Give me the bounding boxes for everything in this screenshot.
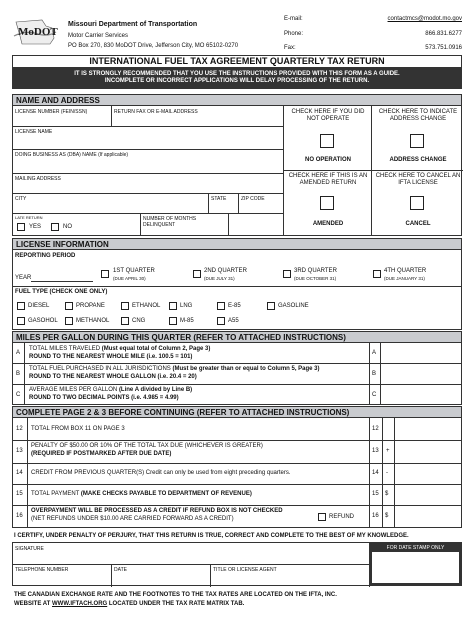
totals-table <box>12 418 462 528</box>
q3-due: (DUE OCTOBER 31) <box>294 276 337 281</box>
months-delinquent-field[interactable]: NUMBER OF MONTHS DELINQUENT <box>143 216 197 228</box>
line-12-number-right: 12 <box>372 426 379 432</box>
fax-number: 573.751.0916 <box>425 45 462 51</box>
line-15-text: TOTAL PAYMENT (MAKE CHECKS PAYABLE TO DEPARTMENT OF REVENUE) <box>31 491 252 497</box>
line-13-required: (REQUIRED IF POSTMARKED AFTER DUE DATE) <box>31 451 172 457</box>
address-change-text: CHECK HERE TO INDICATE ADDRESS CHANGE <box>378 109 458 122</box>
line-13-text: PENALTY OF $50.00 OR 10% OF THE TOTAL TAX DUE (WHICHEVER IS GREATER) <box>31 443 263 449</box>
fuel-a55-label: A55 <box>228 318 239 324</box>
line-13-number-right: 13 <box>372 448 379 454</box>
section-mpg: MILES PER GALLON DURING THIS QUARTER (REFER TO ATTACHED INSTRUCTIONS) <box>12 331 462 343</box>
line-16-input[interactable] <box>396 506 460 527</box>
q3-label: 3RD QUARTER <box>294 268 337 274</box>
cancel-text: CHECK HERE TO CANCEL AN IFTA LICENSE <box>375 173 461 186</box>
fuel-e85-label: E-85 <box>228 303 241 309</box>
fuel-propane-label: PROPANE <box>76 303 105 309</box>
line-14-input[interactable] <box>396 464 460 484</box>
fuel-cng-checkbox[interactable] <box>121 317 129 325</box>
q1-label: 1ST QUARTER <box>113 268 155 274</box>
q1-checkbox[interactable] <box>101 270 109 278</box>
section-complete: COMPLETE PAGE 2 & 3 BEFORE CONTINUING (REFER TO ATTACHED INSTRUCTIONS) <box>12 406 462 418</box>
line-c-text: AVERAGE MILES PER GALLON (Line A divided by Line B) <box>29 387 193 393</box>
modot-logo <box>12 16 58 48</box>
date-field[interactable]: DATE <box>114 567 127 573</box>
fuel-lng-label: LNG <box>180 303 193 309</box>
state-field[interactable]: STATE <box>211 196 227 202</box>
line-c-input[interactable] <box>382 386 460 404</box>
line-12-number: 12 <box>16 426 23 432</box>
iftach-link[interactable]: WWW.IFTACH.ORG <box>52 601 108 607</box>
form-title-box <box>12 55 462 67</box>
amended-label: AMENDED <box>312 221 344 227</box>
line-16-number: 16 <box>16 513 23 519</box>
name-address-grid <box>12 106 462 236</box>
reporting-period-label: REPORTING PERIOD <box>15 253 76 259</box>
mailing-address-field[interactable]: MAILING ADDRESS <box>15 176 61 182</box>
line-15-number: 15 <box>16 491 23 497</box>
agency-address: PO Box 270, 830 MoDOT Drive, Jefferson City, MO 65102-0270 <box>68 43 239 49</box>
q2-label: 2ND QUARTER <box>204 268 247 274</box>
license-name-field[interactable]: LICENSE NAME <box>15 129 53 135</box>
email-label: E-mail: <box>284 16 303 22</box>
line-b-input[interactable] <box>382 365 460 383</box>
fuel-type-label: FUEL TYPE (CHECK ONE ONLY) <box>15 289 108 295</box>
no-operation-label: NO OPERATION <box>305 157 351 163</box>
line-12-text: TOTAL FROM BOX 11 ON PAGE 3 <box>31 426 125 432</box>
line-14-number-right: 14 <box>372 470 379 476</box>
q2-due: (DUE JULY 31) <box>204 276 235 281</box>
line-16-note: (NET REFUNDS UNDER $10.00 ARE CARRIED FORWARD AS A CREDIT) <box>31 516 234 522</box>
late-yes-checkbox[interactable] <box>17 223 25 231</box>
certification-statement: I CERTIFY, UNDER PENALTY OF PERJURY, THAT THIS RETURN IS TRUE, CORRECT AND COMPLETE TO THE BEST OF MY KNOWLEDGE. <box>14 533 409 539</box>
line-15-number-right: 15 <box>372 491 379 497</box>
line-a-letter: A <box>16 350 21 356</box>
line-b-rounding: ROUND TO THE NEAREST WHOLE GALLON (i.e. 20.4 = 20) <box>29 374 197 380</box>
line-15-dollar: $ <box>385 491 389 497</box>
fuel-methanol-checkbox[interactable] <box>65 317 73 325</box>
footer-line-2: WEBSITE AT WWW.IFTACH.ORG LOCATED UNDER THE TAX RATE MATRIX TAB. <box>14 601 245 607</box>
section-name-address: NAME AND ADDRESS <box>12 94 462 106</box>
section-license-info: LICENSE INFORMATION <box>12 238 462 250</box>
mpg-table <box>12 343 462 405</box>
no-operation-checkbox[interactable] <box>320 134 334 148</box>
late-return-label: LATE RETURN <box>15 215 43 220</box>
line-15-input[interactable] <box>396 485 460 505</box>
cancel-checkbox[interactable] <box>410 196 424 210</box>
line-b-text: TOTAL FUEL PURCHASED IN ALL JURISDICTIONS (Must be greater than or equal to Column 5, Page 3) <box>29 366 320 372</box>
signature-field[interactable]: SIGNATURE <box>15 546 44 552</box>
return-fax-field[interactable]: RETURN FAX OR E-MAIL ADDRESS <box>114 109 198 115</box>
notice-banner <box>12 67 462 89</box>
line-16-text: OVERPAYMENT WILL BE PROCESSED AS A CREDIT IF REFUND BOX IS NOT CHECKED <box>31 508 283 514</box>
line-b-letter: B <box>16 371 21 377</box>
phone-label: Phone: <box>284 31 304 37</box>
fuel-m85-label: M-85 <box>180 318 194 324</box>
line-b-letter-right: B <box>372 371 377 377</box>
fuel-e85-checkbox[interactable] <box>217 302 225 310</box>
fuel-ethanol-label: ETHANOL <box>132 303 161 309</box>
line-a-letter-right: A <box>372 350 377 356</box>
division-name: Motor Carrier Services <box>68 33 129 39</box>
agency-name: Missouri Department of Transportation <box>68 21 198 28</box>
line-13-input[interactable] <box>396 441 460 462</box>
refund-label: REFUND <box>329 514 354 520</box>
line-a-rounding: ROUND TO THE NEAREST WHOLE MILE (i.e. 100.5 = 101) <box>29 354 193 360</box>
fax-label: Fax: <box>284 45 296 51</box>
line-16-dollar: $ <box>385 513 389 519</box>
fuel-methanol-label: METHANOL <box>76 318 110 324</box>
zip-field[interactable]: ZIP CODE <box>241 196 265 202</box>
q4-due: (DUE JANUARY 31) <box>384 276 425 281</box>
fuel-gasoline-checkbox[interactable] <box>267 302 275 310</box>
city-field[interactable]: CITY <box>15 196 27 202</box>
line-14-number: 14 <box>16 470 23 476</box>
year-label: YEAR <box>15 275 32 281</box>
date-stamp-label: FOR DATE STAMP ONLY <box>386 545 445 551</box>
telephone-field[interactable]: TELEPHONE NUMBER <box>15 567 69 573</box>
fuel-m85-checkbox[interactable] <box>169 317 177 325</box>
fuel-diesel-label: DIESEL <box>28 303 50 309</box>
phone-number: 866.831.6277 <box>425 31 462 37</box>
fuel-gasoline-label: GASOLINE <box>278 303 309 309</box>
email-link[interactable]: contactmcs@modot.mo.gov <box>387 16 462 22</box>
no-operate-text: CHECK HERE IF YOU DID NOT OPERATE <box>291 109 365 122</box>
line-13-number: 13 <box>16 448 23 454</box>
line-c-letter-right: C <box>372 392 377 398</box>
fuel-a55-checkbox[interactable] <box>217 317 225 325</box>
refund-checkbox[interactable] <box>318 513 326 521</box>
line-14-text: CREDIT FROM PREVIOUS QUARTER(S) Credit can only be used from eight preceding quarters. <box>31 470 291 476</box>
fuel-diesel-checkbox[interactable] <box>17 302 25 310</box>
fuel-ethanol-checkbox[interactable] <box>121 302 129 310</box>
fuel-gasohol-checkbox[interactable] <box>17 317 25 325</box>
line-16-number-right: 16 <box>372 513 379 519</box>
license-info-box <box>12 250 462 330</box>
footer-line-1: THE CANADIAN EXCHANGE RATE AND THE FOOTNOTES TO THE TAX RATES ARE LOCATED ON THE IFTA, INC. <box>14 592 337 598</box>
form-title: INTERNATIONAL FUEL TAX AGREEMENT QUARTERLY TAX RETURN <box>89 56 385 66</box>
q4-checkbox[interactable] <box>373 270 381 278</box>
license-number-field[interactable]: LICENSE NUMBER (FEIN/SSN) <box>15 109 88 115</box>
signature-box <box>12 542 462 586</box>
q4-label: 4TH QUARTER <box>384 268 427 274</box>
fuel-cng-label: CNG <box>132 318 146 324</box>
late-no-label: NO <box>63 224 72 230</box>
notice-line-1: IT IS STRONGLY RECOMMENDED THAT YOU USE THE INSTRUCTIONS PROVIDED WITH THIS FORM AS A GUIDE. <box>74 71 400 77</box>
address-change-label: ADDRESS CHANGE <box>389 157 447 163</box>
address-change-checkbox[interactable] <box>410 134 424 148</box>
fuel-propane-checkbox[interactable] <box>65 302 73 310</box>
q2-checkbox[interactable] <box>193 270 201 278</box>
cancel-label: CANCEL <box>405 221 431 227</box>
fuel-lng-checkbox[interactable] <box>169 302 177 310</box>
line-14-minus: - <box>386 470 388 476</box>
amended-checkbox[interactable] <box>320 196 334 210</box>
q1-due: (DUE APRIL 30) <box>113 276 146 281</box>
year-input-line[interactable] <box>31 281 93 282</box>
amended-text: CHECK HERE IF THIS IS AN AMENDED RETURN <box>288 173 368 186</box>
q3-checkbox[interactable] <box>283 270 291 278</box>
title-agent-field[interactable]: TITLE OR LICENSE AGENT <box>213 567 277 573</box>
line-c-letter: C <box>16 392 21 398</box>
line-a-text: TOTAL MILES TRAVELED (Must equal total of Column 2, Page 3) <box>29 346 211 352</box>
line-a-input[interactable] <box>382 344 460 362</box>
line-12-input[interactable] <box>396 419 460 439</box>
dba-field[interactable]: DOING BUSINESS AS (DBA) NAME (If applicable) <box>15 152 129 158</box>
late-yes-label: YES <box>29 224 42 230</box>
logo-text: MoDOT <box>18 26 58 38</box>
fuel-gasohol-label: GASOHOL <box>28 318 58 324</box>
late-no-checkbox[interactable] <box>51 223 59 231</box>
date-stamp-area <box>370 543 461 585</box>
line-13-plus: + <box>386 448 390 454</box>
line-c-rounding: ROUND TO TWO DECIMAL POINTS (i.e. 4.985 = 4.99) <box>29 395 179 401</box>
notice-line-2: INCOMPLETE OR INCORRECT APPLICATIONS WILL DELAY PROCESSING OF THE RETURN. <box>104 78 370 84</box>
